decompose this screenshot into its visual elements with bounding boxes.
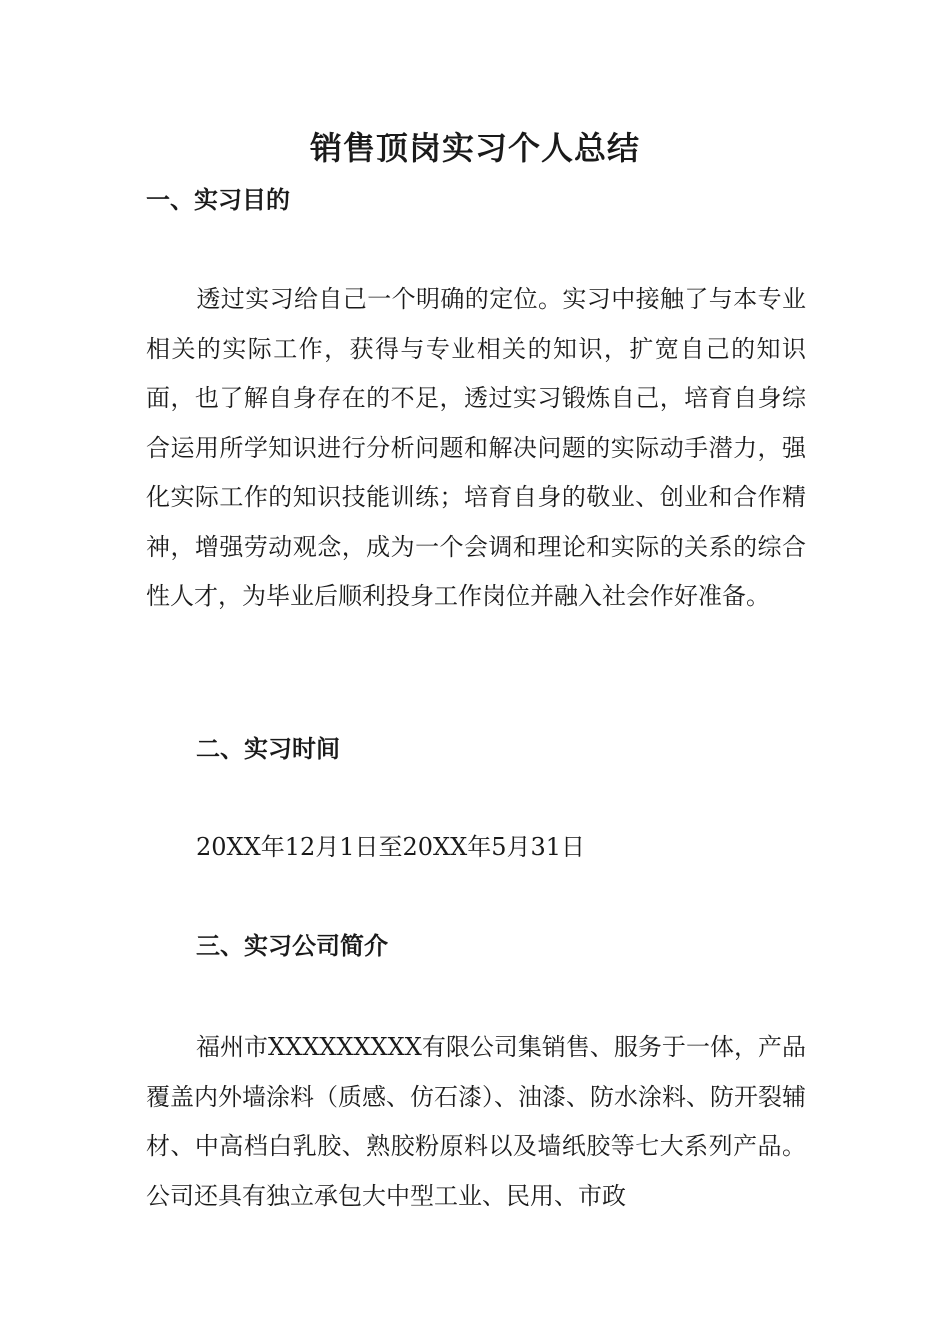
paragraph-purpose: [146, 275, 806, 622]
paragraph-company-text: 福州市XXXXXXXXX有限公司集销售、服务于一体，产品覆盖内外墙涂料（质感、仿石漆）、油漆、防水涂料、防开裂辅材、中高档白乳胶、熟胶粉原料以及墙纸胶等七大系列产品。公司还具有独立承包大中型工业、民用、市政: [146, 1033, 806, 1210]
section-heading-company: 三、实习公司简介: [196, 931, 388, 960]
section-heading-time: 二、实习时间: [196, 734, 340, 763]
document-title: 销售顶岗实习个人总结: [309, 129, 640, 167]
paragraph-purpose-text: 透过实习给自己一个明确的定位。实习中接触了与本专业相关的实际工作，获得与专业相关的知识，扩宽自己的知识面，也了解自身存在的不足，透过实习锻炼自己，培育自身综合运用所学知识进行分析问题和解决问题的实际动手潜力，强化实际工作的知识技能训练；培育自身的敬业、创业和合作精神，增强劳动观念，成为一个会调和理论和实际的关系的综合性人才，为毕业后顺利投身工作岗位并融入社会作好准备。: [146, 285, 806, 610]
section-heading-purpose: 一、实习目的: [146, 185, 290, 214]
paragraph-time: 20XX年12月1日至20XX年5月31日: [196, 833, 586, 861]
paragraph-company: [146, 1023, 806, 1221]
